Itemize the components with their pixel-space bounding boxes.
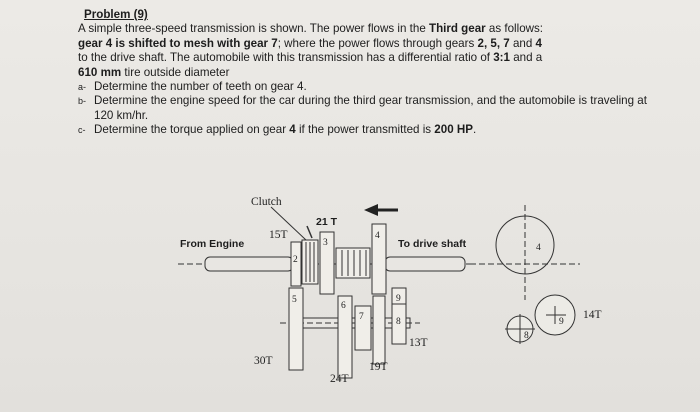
gear-7-number: 7 <box>359 312 364 322</box>
gear-3-number: 3 <box>323 238 328 248</box>
teeth-19t-label: 19T <box>369 361 388 373</box>
gear-8 <box>373 296 385 364</box>
to-drive-shaft-label: To drive shaft <box>398 238 467 250</box>
teeth-14t-label: 14T <box>583 309 602 321</box>
side-gear-9-number: 9 <box>559 317 564 327</box>
side-gear-4-number: 4 <box>536 243 541 253</box>
question-b: b- Determine the engine speed for the car during the third gear transmission, and the automobile is traveling at 120 km/hr. <box>78 94 647 122</box>
output-shaft <box>385 257 465 271</box>
teeth-30t-label: 30T <box>254 355 273 367</box>
teeth-15t-label: 15T <box>269 229 288 241</box>
teeth-21t-label: 21 T <box>316 216 338 228</box>
gear-5-number: 5 <box>292 295 297 305</box>
teeth-13t-label: 13T <box>409 337 428 349</box>
problem-statement: A simple three-speed transmission is shown. The power flows in the Third gear as follows: gear 4 is shifted to mesh with gear 7; where the power flows through gears 2, 5, 7 and 4 to the drive shaft. The automobile with this transmission has a differential ratio of 3:1 and a 610 mm tire outside diameter <box>78 22 544 79</box>
question-c: c- Determine the torque applied on gear 4 if the power transmitted is 200 HP. <box>78 123 477 137</box>
input-shaft <box>205 257 293 271</box>
clutch-label: Clutch <box>251 196 282 208</box>
synchro-sleeve <box>336 248 370 278</box>
shift-arrow <box>364 204 398 216</box>
question-a: a- Determine the number of teeth on gear 4. <box>78 80 307 94</box>
gear-2-number: 2 <box>293 255 298 265</box>
from-engine-label: From Engine <box>180 238 245 250</box>
gear-6-number: 6 <box>341 301 346 311</box>
gear-8-number: 8 <box>396 317 401 327</box>
gear-9-number: 9 <box>396 294 401 304</box>
teeth-24t-label: 24T <box>330 373 349 385</box>
side-gear-8-number: 8 <box>524 331 529 341</box>
problem-title: Problem (9) <box>84 8 148 21</box>
gear-4-number: 4 <box>375 231 380 241</box>
